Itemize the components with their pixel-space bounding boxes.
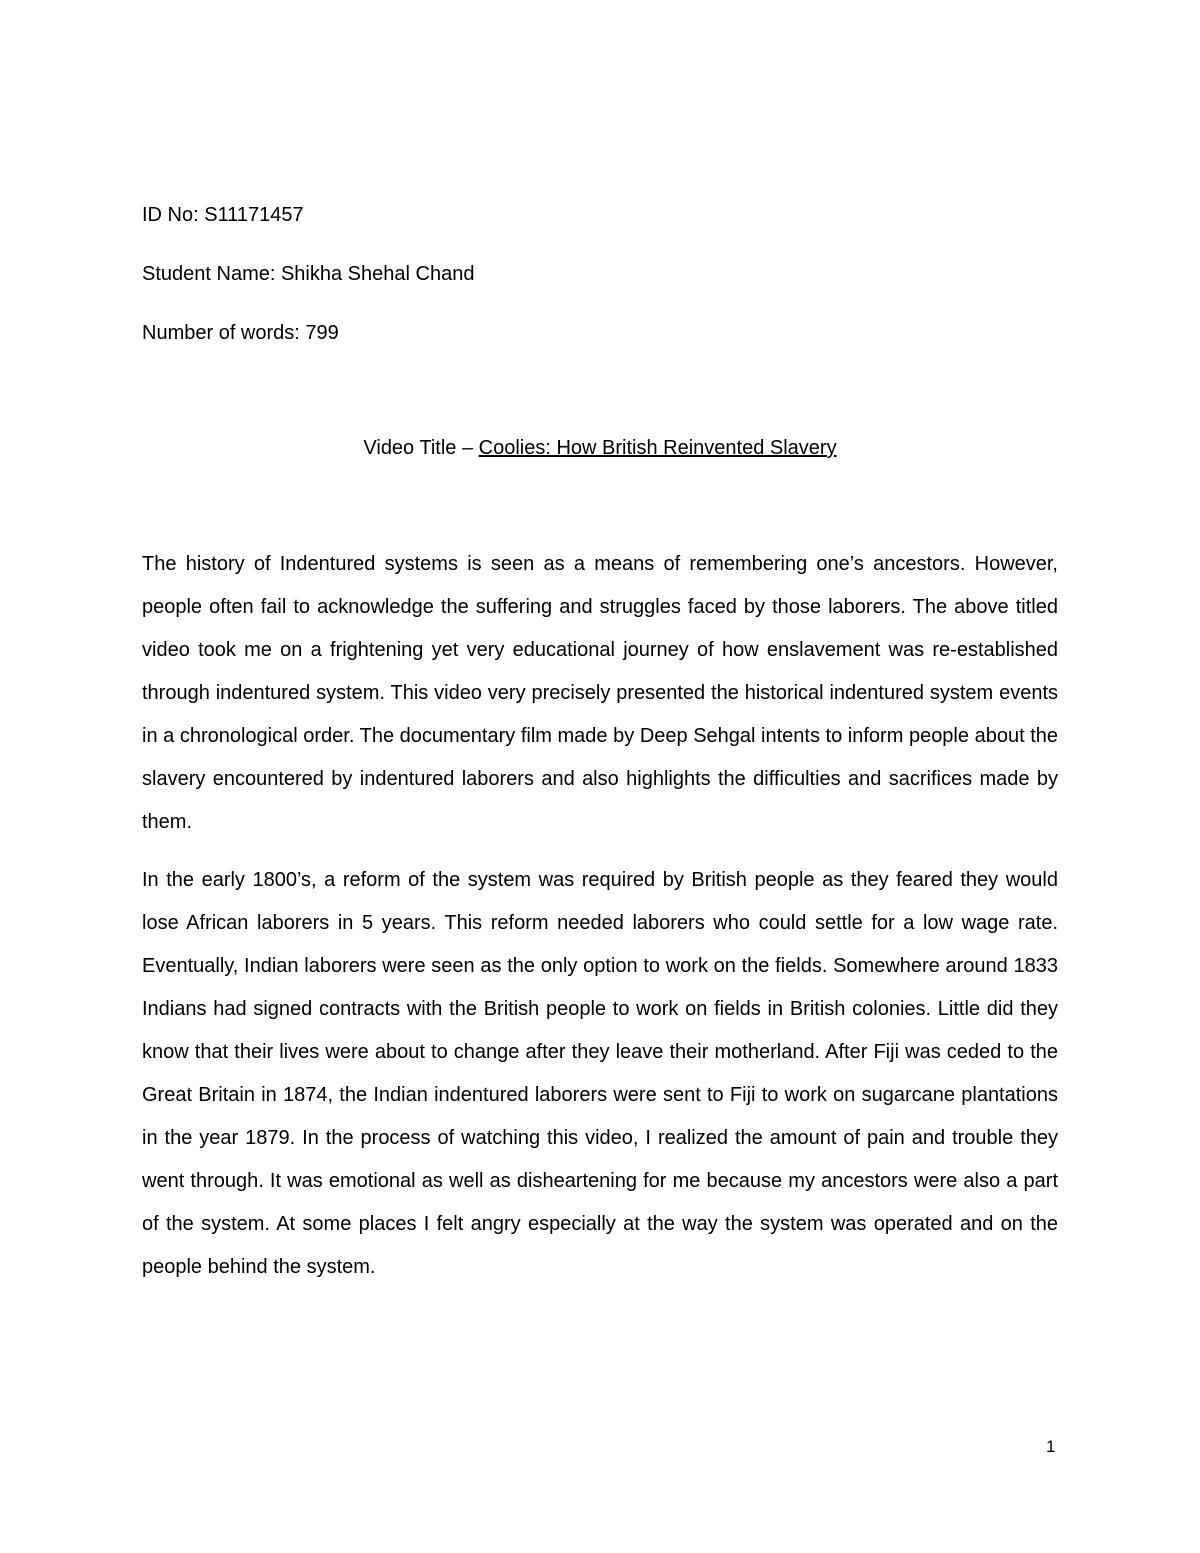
body-paragraph-1: The history of Indentured systems is seen as a means of remembering one’s ancestors. However, people often fail to acknowledge the suffering and struggles faced by those laborers. The above titled video took me on a frightening yet very educational journey of how enslavement was re-established through indentured system. This video very precisely presented the historical indentured system events in a chronological order. The documentary film made by Deep Sehgal intents to inform people about the slavery encountered by indentured laborers and also highlights the difficulties and sacrifices made by them. xyxy=(142,553,1058,833)
page-number: 1 xyxy=(1046,1437,1056,1456)
video-title xyxy=(142,436,1058,460)
video-title-prefix: Video Title – xyxy=(363,437,479,459)
video-title-link[interactable]: Coolies: How British Reinvented Slavery xyxy=(478,437,837,459)
student-name-line: Student Name: Shikha Shehal Chand xyxy=(142,263,475,285)
body-paragraph-2: In the early 1800’s, a reform of the system was required by British people as they feared they would lose African laborers in 5 years. This reform needed laborers who could settle for a low wage rate. Eventually, Indian laborers were seen as the only option to work on the fields. Somewhere around 1833 Indians had signed contracts with the British people to work on fields in British colonies. Little did they know that their lives were about to change after they leave their motherland. After Fiji was ceded to the Great Britain in 1874, the Indian indentured laborers were sent to Fiji to work on sugarcane plantations in the year 1879. In the process of watching this video, I realized the amount of pain and trouble they went through. It was emotional as well as disheartening for me because my ancestors were also a part of the system. At some places I felt angry especially at the way the system was operated and on the people behind the system. xyxy=(142,869,1058,1278)
student-id-line: ID No: S11171457 xyxy=(142,204,304,226)
word-count-line: Number of words: 799 xyxy=(142,322,339,344)
